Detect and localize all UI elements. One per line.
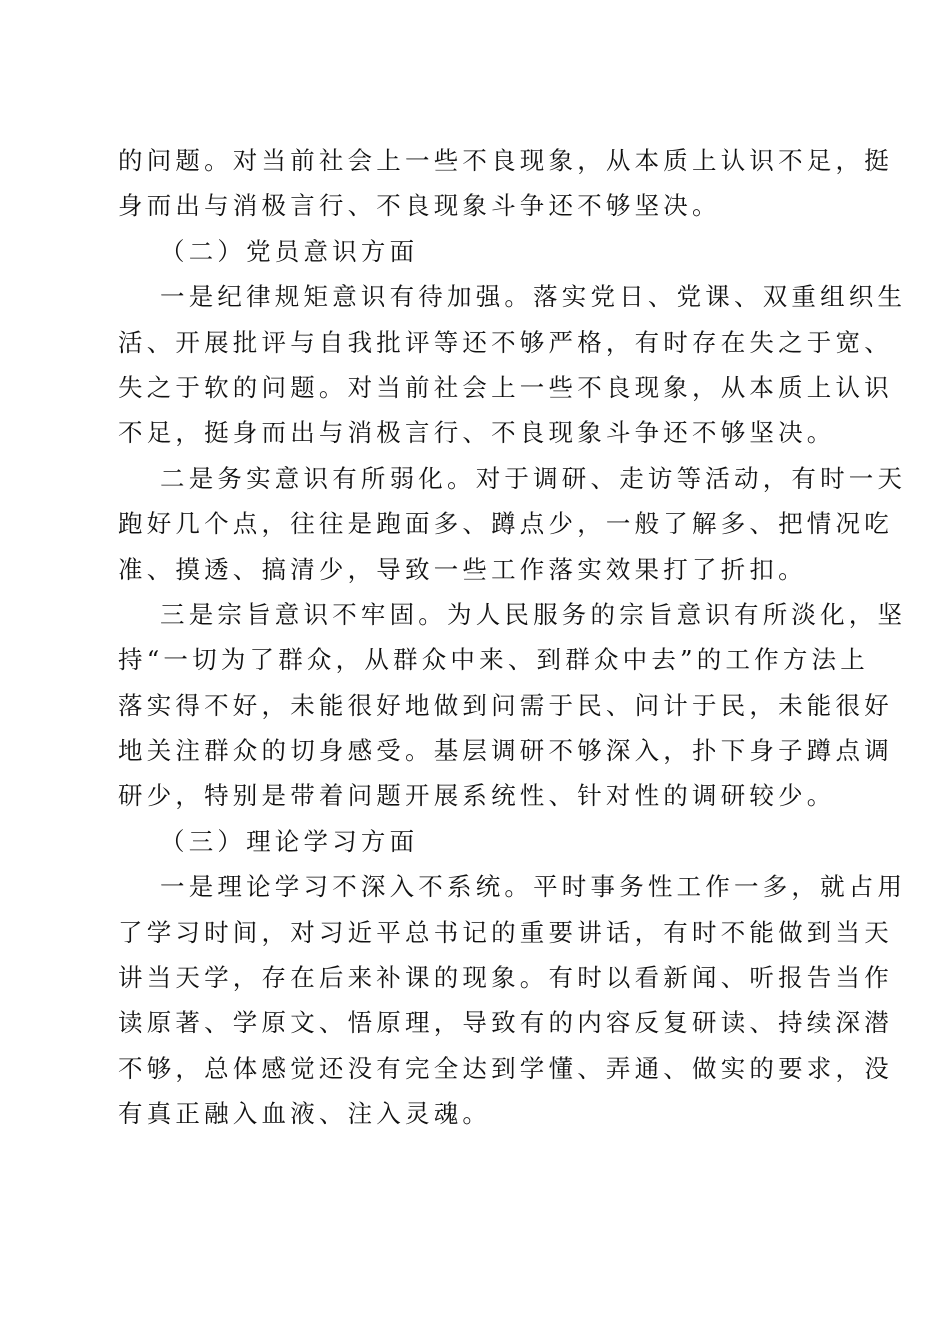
paragraph-line: 不足，挺身而出与消极言行、不良现象斗争还不够坚决。 — [118, 418, 836, 448]
section-heading-theory-study: （三）理论学习方面 — [160, 826, 419, 856]
paragraph-line: 身而出与消极言行、不良现象斗争还不够坚决。 — [118, 191, 721, 221]
paragraph-line: 了学习时间，对习近平总书记的重要讲话，有时不能做到当天 — [118, 917, 893, 947]
paragraph-line: 准、摸透、搞清少，导致一些工作落实效果打了折扣。 — [118, 554, 807, 584]
paragraph-line: 地关注群众的切身感受。基层调研不够深入，扑下身子蹲点调 — [118, 736, 893, 766]
paragraph-line: 二是务实意识有所弱化。对于调研、走访等活动，有时一天 — [160, 463, 907, 493]
paragraph-line: 一是理论学习不深入不系统。平时事务性工作一多，就占用 — [160, 872, 907, 902]
paragraph-line: 活、开展批评与自我批评等还不够严格，有时存在失之于宽、 — [118, 327, 893, 357]
paragraph-line: 不够，总体感觉还没有完全达到学懂、弄通、做实的要求，没 — [118, 1053, 893, 1083]
section-heading-party-member-awareness: （二）党员意识方面 — [160, 236, 419, 266]
paragraph-line: 落实得不好，未能很好地做到问需于民、问计于民，未能很好 — [118, 690, 893, 720]
paragraph-line: 讲当天学，存在后来补课的现象。有时以看新闻、听报告当作 — [118, 963, 893, 993]
paragraph-line: 失之于软的问题。对当前社会上一些不良现象，从本质上认识 — [118, 372, 893, 402]
paragraph-line: 持“一切为了群众，从群众中来、到群众中去”的工作方法上 — [118, 645, 869, 675]
paragraph-line: 的问题。对当前社会上一些不良现象，从本质上认识不足，挺 — [118, 146, 893, 175]
paragraph-line: 三是宗旨意识不牢固。为人民服务的宗旨意识有所淡化，坚 — [160, 599, 907, 629]
paragraph-line: 一是纪律规矩意识有待加强。落实党日、党课、双重组织生 — [160, 282, 907, 312]
paragraph-line: 研少，特别是带着问题开展系统性、针对性的调研较少。 — [118, 781, 836, 811]
paragraph-line: 跑好几个点，往往是跑面多、蹲点少，一般了解多、把情况吃 — [118, 509, 893, 539]
paragraph-line: 有真正融入血液、注入灵魂。 — [118, 1099, 492, 1129]
paragraph-line: 读原著、学原文、悟原理，导致有的内容反复研读、持续深潜 — [118, 1008, 893, 1038]
document-body — [118, 138, 907, 1137]
